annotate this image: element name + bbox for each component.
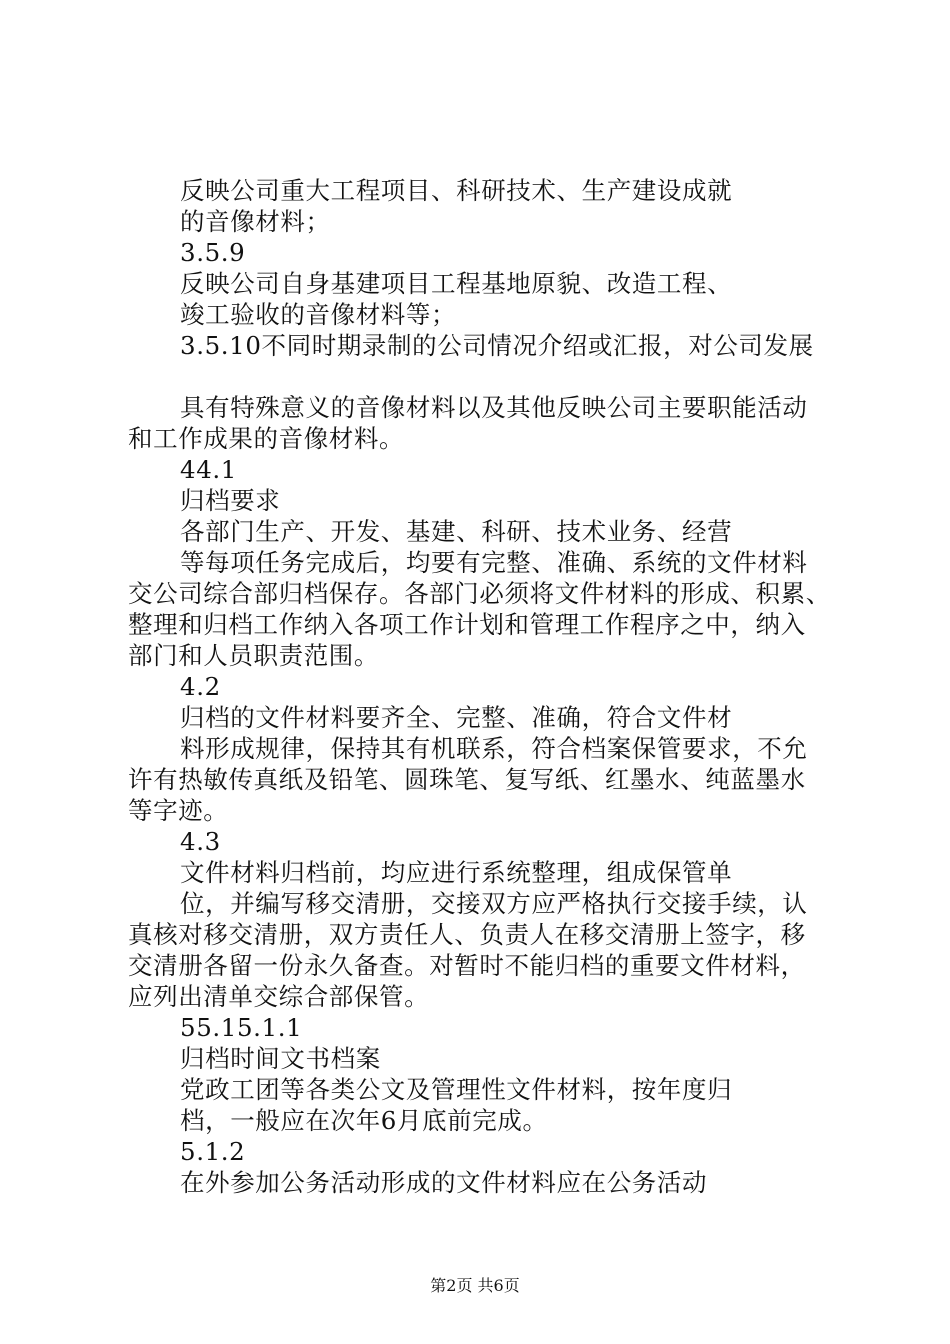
text-line: 归档的文件材料要齐全、完整、准确，符合文件材 <box>180 703 733 732</box>
text-line: 具有特殊意义的音像材料以及其他反映公司主要职能活动 <box>180 393 808 422</box>
text-line: 应列出清单交综合部保管。 <box>128 982 430 1011</box>
text-line: 交清册各留一份永久备查。对暂时不能归档的重要文件材料， <box>128 951 806 980</box>
page-footer: 第2页 共6页 <box>430 1276 520 1295</box>
text-line: 归档要求 <box>180 486 281 515</box>
text-line: 料形成规律，保持其有机联系，符合档案保管要求，不允 <box>180 734 808 763</box>
text-line: 位，并编写移交清册，交接双方应严格执行交接手续，认 <box>180 889 808 918</box>
text-line: 和工作成果的音像材料。 <box>128 424 405 453</box>
text-line: 反映公司重大工程项目、科研技术、生产建设成就 <box>180 176 733 205</box>
text-line: 3.5.9 <box>180 238 246 267</box>
text-line: 各部门生产、开发、基建、科研、技术业务、经营 <box>180 517 733 546</box>
text-line: 整理和归档工作纳入各项工作计划和管理工作程序之中，纳入 <box>128 610 806 639</box>
text-line: 交公司综合部归档保存。各部门必须将文件材料的形成、积累、 <box>128 579 831 608</box>
text-line: 归档时间文书档案 <box>180 1044 381 1073</box>
text-line: 在外参加公务活动形成的文件材料应在公务活动 <box>180 1168 708 1197</box>
text-line: 44.1 <box>180 455 237 484</box>
text-line: 文件材料归档前，均应进行系统整理，组成保管单 <box>180 858 733 887</box>
text-line: 党政工团等各类公文及管理性文件材料，按年度归 <box>180 1075 733 1104</box>
text-line: 的音像材料； <box>180 207 331 236</box>
text-line: 等字迹。 <box>128 796 229 825</box>
text-line: 4.2 <box>180 672 221 701</box>
text-line: 4.3 <box>180 827 221 856</box>
text-line: 部门和人员职责范围。 <box>128 641 379 670</box>
text-line: 3.5.10不同时期录制的公司情况介绍或汇报，对公司发展 <box>180 331 814 360</box>
text-line: 等每项任务完成后，均要有完整、准确、系统的文件材料 <box>180 548 808 577</box>
text-line: 许有热敏传真纸及铅笔、圆珠笔、复写纸、红墨水、纯蓝墨水 <box>128 765 806 794</box>
text-line: 55.15.1.1 <box>180 1013 303 1042</box>
text-line: 真核对移交清册，双方责任人、负责人在移交清册上签字，移 <box>128 920 806 949</box>
text-line: 档，一般应在次年6月底前完成。 <box>180 1106 548 1135</box>
text-line: 5.1.2 <box>180 1137 246 1166</box>
text-line: 竣工验收的音像材料等； <box>180 300 457 329</box>
text-line: 反映公司自身基建项目工程基地原貌、改造工程、 <box>180 269 733 298</box>
